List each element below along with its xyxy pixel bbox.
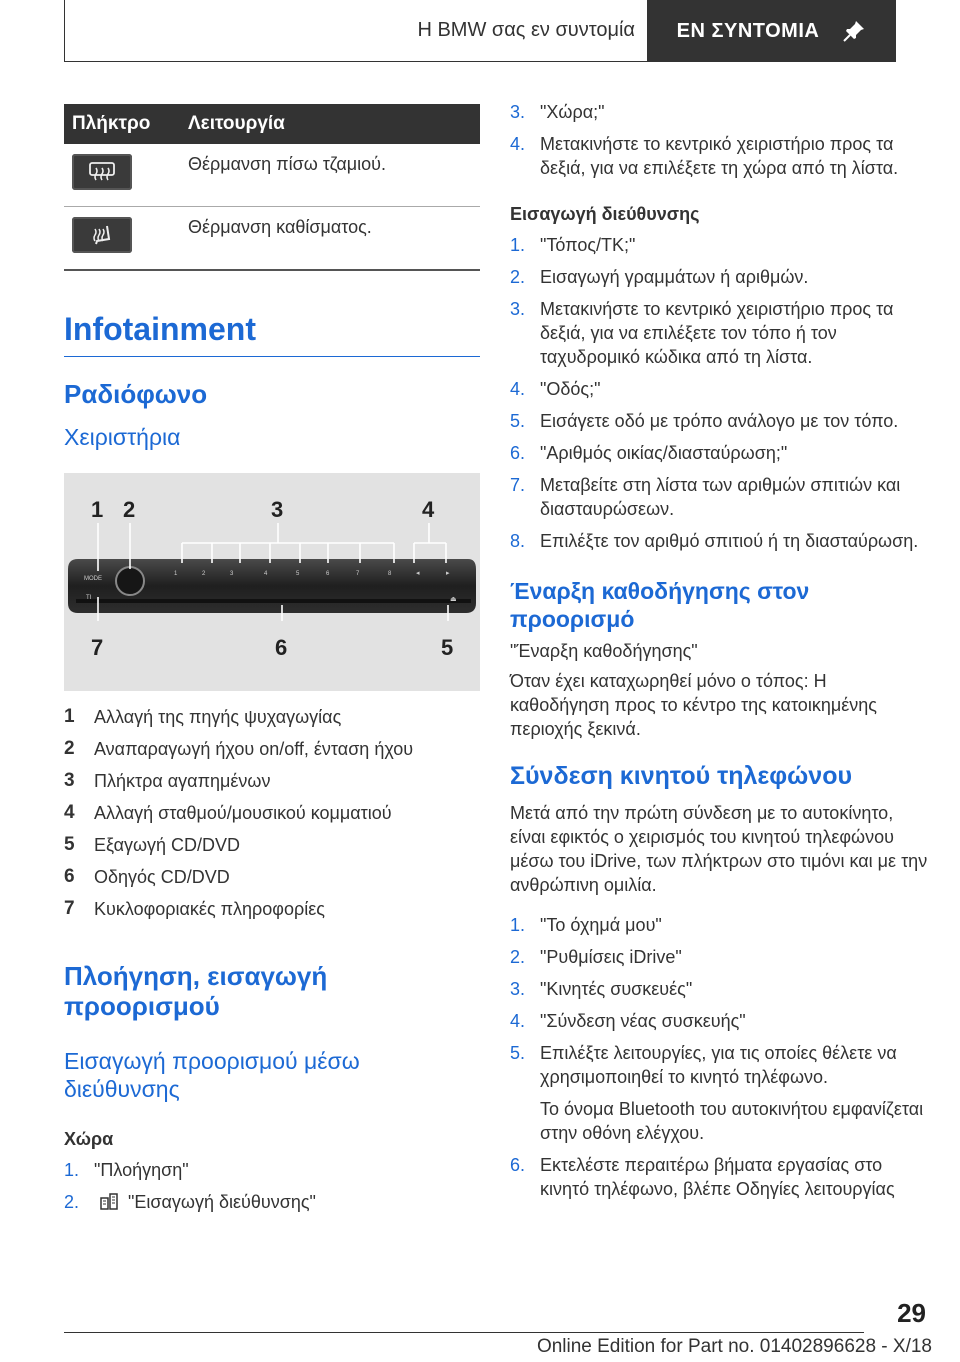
navigation-title: Πλοήγηση, εισαγωγή προορισμού [64, 961, 328, 1021]
mode-button-label: MODE [84, 576, 102, 582]
chapter-tab[interactable] [648, 0, 896, 62]
controls-title: Χειριστήρια [64, 424, 181, 450]
edition-text: Online Edition for Part no. 01402896628 - X/18 [536, 1336, 932, 1357]
list-item: 3. "Χώρα;" [510, 102, 605, 122]
infotainment-title: Infotainment [64, 311, 256, 347]
col-key-header: Πλήκτρο [64, 104, 180, 144]
list-item: 5 Εξαγωγή CD/DVD [64, 834, 241, 855]
row-text: Θέρμανση καθίσματος. [180, 207, 480, 271]
right-column [510, 100, 930, 1209]
next-icon: ▸ [446, 570, 450, 577]
list-item: 3 Πλήκτρα αγαπημένων [64, 770, 271, 791]
list-item: 6 Οδηγός CD/DVD [64, 866, 230, 887]
left-column [64, 104, 480, 1222]
phone-steps-continued [510, 1153, 930, 1201]
list-item: 7 Κυκλοφοριακές πληροφορίες [64, 898, 325, 919]
country-steps-continued [510, 100, 930, 180]
list-item: 1. "Τόπος/ΤΚ;" [510, 235, 636, 255]
table-row [64, 144, 480, 207]
address-entry-subtitle: Εισαγωγή προορισμού μέσω διεύθυνσης [64, 1048, 360, 1102]
rear-window-heating-icon [72, 154, 132, 190]
callout-label: 3 [271, 497, 284, 522]
list-item: 4 Αλλαγή σταθμού/μουσικού κομματιού [64, 802, 392, 823]
list-item: 4. "Σύνδεση νέας συσκευής" [510, 1011, 746, 1031]
row-text: Θέρμανση πίσω τζαμιού. [180, 144, 480, 207]
fav-button-label: 4 [264, 571, 268, 577]
fav-button-label: 2 [202, 571, 206, 577]
radio-control-panel-image [64, 473, 480, 691]
country-steps [64, 1158, 480, 1214]
list-item: 7. Μεταβείτε στη λίστα των αριθμών σπιτιών και διασταυρώσεων. [510, 475, 901, 519]
list-item: 2. "Ρυθμίσεις iDrive" [510, 947, 682, 967]
fav-button-label: 6 [326, 571, 330, 577]
page-number: 29 [897, 1298, 926, 1328]
pin-icon [841, 18, 867, 44]
list-item: 8. Επιλέξτε τον αριθμό σπιτιού ή τη διασταύρωση. [510, 531, 919, 551]
chapter-title: ΕΝ ΣΥΝΤΟΜΙΑ [676, 19, 820, 42]
panel-legend [64, 701, 480, 925]
radio-title: Ραδιόφωνο [64, 379, 208, 409]
list-item: 4. Μετακινήστε το κεντρικό χειριστήριο προς τα δεξιά, για να επιλέξετε τη χώρα από τη λίστα. [510, 134, 899, 178]
list-item: 6. "Αριθμός οικίας/διασταύρωση;" [510, 443, 788, 463]
list-item: 1. "Το όχημά μου" [510, 915, 662, 935]
fav-button-label: 3 [230, 571, 234, 577]
footer-rule [64, 1332, 864, 1333]
eject-icon: ⏏ [450, 596, 457, 603]
seat-heating-icon [72, 217, 132, 253]
list-item: 5. Εισάγετε οδό με τρόπο ανάλογο με τον τόπο. [510, 411, 899, 431]
callout-label: 6 [275, 635, 288, 660]
list-item: 2 Αναπαραγωγή ήχου on/off, ένταση ήχου [64, 738, 414, 759]
address-steps [510, 233, 930, 553]
traffic-info-icon: TI [86, 595, 92, 601]
list-item: 4. "Οδός;" [510, 379, 601, 399]
list-item: 2. Εισαγωγή γραμμάτων ή αριθμών. [510, 267, 809, 287]
country-heading: Χώρα [64, 1129, 114, 1149]
callout-label: 1 [91, 497, 104, 522]
start-guidance-title: Έναρξη καθοδήγησης στον προορισμό [510, 578, 810, 632]
col-function-header: Λειτουργία [180, 104, 480, 144]
fav-button-label: 7 [356, 571, 360, 577]
callout-label: 5 [441, 635, 454, 660]
list-item: 3. "Κινητές συσκευές" [510, 979, 693, 999]
phone-paragraph: Μετά από την πρώτη σύνδεση με το αυτοκίνητο, είναι εφικτός ο χειρισμός του κινητού τηλεφώνου μέσω του iDrive, των πλήκτρων στο τιμόνι και με την ανθρώπινη ομιλία. [510, 803, 928, 895]
callout-label: 7 [91, 635, 104, 660]
list-item: 5. Επιλέξτε λειτουργίες, για τις οποίες θέλετε να χρησιμοποιηθεί το κινητό τηλέφωνο. [510, 1043, 897, 1087]
list-item: 1 Αλλαγή της πηγής ψυχαγωγίας [64, 706, 342, 727]
phone-steps [510, 913, 930, 1089]
fav-button-label: 5 [296, 571, 300, 577]
callout-label: 2 [123, 497, 136, 522]
table-row [64, 207, 480, 271]
list-item: 2. "Εισαγωγή διεύθυνσης" [64, 1192, 316, 1212]
bluetooth-note: Το όνομα Bluetooth του αυτοκινήτου εμφανίζεται στην οθόνη ελέγχου. [540, 1099, 924, 1143]
callout-label: 4 [422, 497, 435, 522]
section-title: Η BMW σας εν συντομία [64, 0, 648, 62]
list-item: 3. Μετακινήστε το κεντρικό χειριστήριο προς τα δεξιά, για να επιλέξετε τον τόπο ή τον ταχυδρομικό κώδικα από τη λίστα. [510, 299, 894, 367]
fav-button-label: 8 [388, 571, 392, 577]
phone-connection-title: Σύνδεση κινητού τηλεφώνου [510, 762, 853, 790]
address-entry-icon [98, 1190, 120, 1212]
guidance-paragraph: Όταν έχει καταχωρηθεί μόνο ο τόπος: Η καθοδήγηση προς το κέντρο της κατοικημένης περιοχής ξεκινά. [510, 671, 877, 739]
key-table [64, 104, 480, 271]
list-item: 1. "Πλοήγηση" [64, 1160, 189, 1180]
address-heading: Εισαγωγή διεύθυνσης [510, 204, 700, 224]
guidance-quote: "Έναρξη καθοδήγησης" [510, 641, 698, 661]
list-item: 6. Εκτελέστε περαιτέρω βήματα εργασίας στο κινητό τηλέφωνο, βλέπε Οδηγίες λειτουργίας [510, 1155, 895, 1199]
page-header [64, 0, 896, 64]
fav-button-label: 1 [174, 571, 178, 577]
prev-icon: ◂ [416, 570, 420, 577]
